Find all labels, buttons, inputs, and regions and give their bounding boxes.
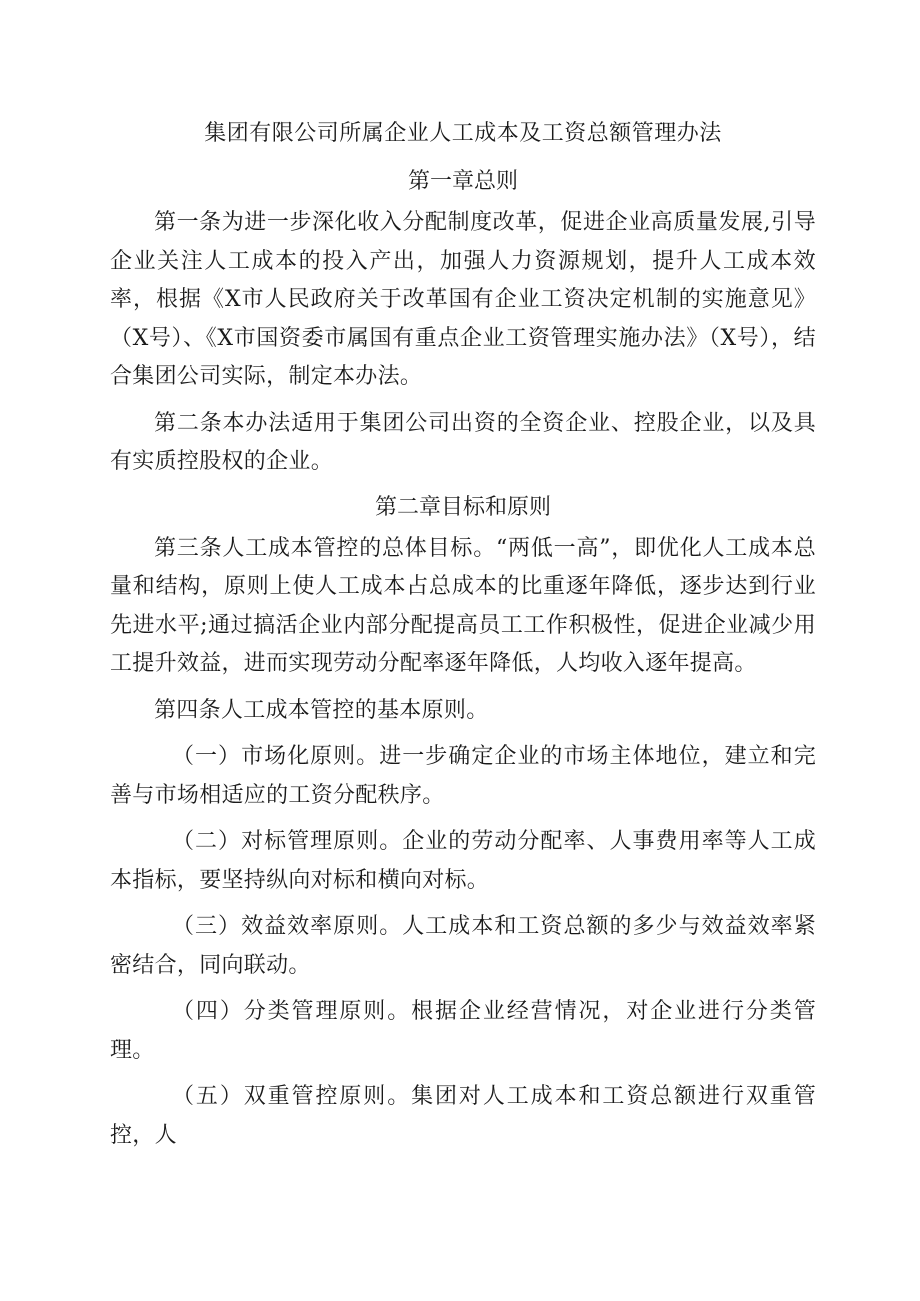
article-3: 第三条人工成本管控的总体目标。“两低一高”，即优化人工成本总量和结构，原则上使人工成本占总成本的比重逐年降低，逐步达到行业先进水平;通过搞活企业内部分配提高员工工作积极性，促进企业减少用工提升效益，进而实现劳动分配率逐年降低，人均收入逐年提高。	[110, 535, 816, 676]
chapter-2-heading: 第二章目标和原则	[374, 494, 551, 520]
principle-4: （四）分类管理原则。根据企业经营情况，对企业进行分类管理。	[110, 999, 816, 1063]
article-4: 第四条人工成本管控的基本原则。	[154, 697, 489, 723]
article-1: 第一条为进一步深化收入分配制度改革，促进企业高质量发展,引导企业关注人工成本的投入产出，加强人力资源规划，提升人工成本效率，根据《X市人民政府关于改革国有企业工资决定机制的实施意见》（X号）、《X市国资委市属国有重点企业工资管理实施办法》（X号），结合集团公司实际，制定本办法。	[110, 210, 816, 389]
principle-2: （二）对标管理原则。企业的劳动分配率、人事费用率等人工成本指标，要坚持纵向对标和横向对标。	[110, 829, 816, 893]
chapter-1-heading: 第一章总则	[407, 169, 518, 194]
article-2: 第二条本办法适用于集团公司出资的全资企业、控股企业，以及具有实质控股权的企业。	[110, 410, 816, 474]
principle-5: （五）双重管控原则。集团对人工成本和工资总额进行双重管控，人	[110, 1084, 816, 1148]
principle-1: （一）市场化原则。进一步确定企业的市场主体地位，建立和完善与市场相适应的工资分配秩序。	[110, 744, 816, 808]
principle-3: （三）效益效率原则。人工成本和工资总额的多少与效益效率紧密结合，同向联动。	[110, 914, 816, 978]
document-title: 集团有限公司所属企业人工成本及工资总额管理办法	[204, 121, 722, 146]
